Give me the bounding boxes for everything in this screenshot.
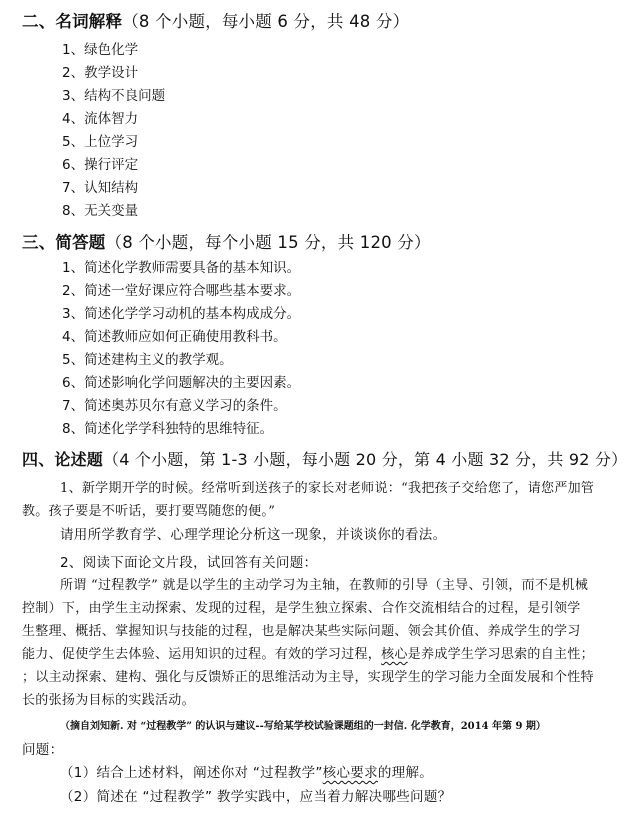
passage-underline-core: 核心 — [381, 647, 408, 662]
sub-question-1 — [60, 761, 433, 781]
q1-line3: 请用所学教育学、心理学理论分析这一现象，并谈谈你的看法。 — [60, 527, 447, 543]
section2-heading — [22, 8, 409, 32]
section3-item-3: 3、简述化学学习动机的基本构成成分。 — [62, 306, 301, 322]
section3-note: （8 个小题，每个小题 15 分，共 120 分） — [105, 233, 431, 252]
passage-line-5: ；以主动探索、建构、强化与反馈矫正的思维活动为主导，实现学生的学习能力全面发展和个性特 — [22, 670, 594, 685]
section4-note: （4 个小题，第 1-3 小题，每小题 20 分，第 4 小题 32 分，共 92 分） — [103, 450, 628, 469]
section3-item-6: 6、简述影响化学问题解决的主要因素。 — [62, 375, 301, 391]
passage-line-1: 所谓 “过程教学” 就是以学生的主动学习为主轴，在教师的引导（主导、引领，而不是机械 — [60, 578, 589, 593]
section2-title: 二、名词解释 — [22, 12, 123, 31]
section3-heading — [22, 229, 431, 253]
passage-line-2: 控制）下，由学生主动探索、发现的过程，是学生独立探索、合作交流相结合的过程，是引领学 — [22, 601, 581, 616]
section3-item-2: 2、简述一堂好课应符合哪些基本要求。 — [62, 283, 301, 299]
citation: （摘自刘知新. 对 “过程教学” 的认识与建议--写给某学校试验课题组的一封信. 化学教育，2014 年第 9 期） — [60, 721, 546, 732]
section3-item-7: 7、简述奥苏贝尔有意义学习的条件。 — [62, 398, 287, 414]
q2-intro: 2、阅读下面论文片段，试回答有关问题： — [60, 555, 318, 571]
section2-note: （8 个小题，每小题 6 分，共 48 分） — [122, 12, 410, 31]
passage-line-6: 长的张扬为目标的实践活动。 — [22, 693, 195, 708]
sub-question-1-post: 的理解。 — [377, 765, 434, 781]
section2-item-1: 1、绿色化学 — [62, 42, 139, 58]
section2-item-4: 4、流体智力 — [62, 111, 139, 127]
questions-label: 问题： — [22, 742, 64, 758]
section2-item-3: 3、结构不良问题 — [62, 88, 166, 104]
section3-title: 三、简答题 — [22, 233, 106, 252]
section2-item-5: 5、上位学习 — [62, 134, 139, 150]
section4-title: 四、论述题 — [22, 450, 104, 469]
passage-line-3: 生整理、概括、掌握知识与技能的过程，也是解决某些实际问题、领会其价值、养成学生的学习 — [22, 624, 581, 639]
section3-item-5: 5、简述建构主义的教学观。 — [62, 352, 233, 368]
section2-item-8: 8、无关变量 — [62, 203, 139, 219]
passage-line-4-start: 能力、促使学生去体验、运用知识的过程。有效的学习过程， — [22, 647, 382, 662]
sub-question-1-pre: （1）结合上述材料，阐述你对 “过程教学” — [60, 765, 323, 781]
passage-line-4-end: 是养成学生学习思索的自主性； — [407, 647, 594, 662]
section2-item-7: 7、认知结构 — [62, 180, 139, 196]
section4-heading — [22, 447, 627, 470]
section3-item-8: 8、简述化学学科独特的思维特征。 — [62, 421, 274, 437]
section3-item-1: 1、简述化学教师需要具备的基本知识。 — [62, 260, 301, 276]
q1-line2: 教。孩子要是不听话，要打要骂随您的便。” — [22, 504, 276, 519]
sub-question-1-underline: 核心要求 — [322, 765, 378, 781]
section2-item-6: 6、操行评定 — [62, 157, 139, 173]
section2-item-2: 2、教学设计 — [62, 65, 139, 81]
q1-line1: 1、新学期开学的时候。经常听到送孩子的家长对老师说：“我把孩子交给您了，请您严加管 — [60, 481, 595, 496]
passage-line-4 — [22, 643, 594, 662]
section3-item-4: 4、简述教师应如何正确使用教科书。 — [62, 329, 287, 345]
sub-question-2: （2）简述在 “过程教学” 教学实践中，应当着力解决哪些问题？ — [60, 789, 452, 805]
